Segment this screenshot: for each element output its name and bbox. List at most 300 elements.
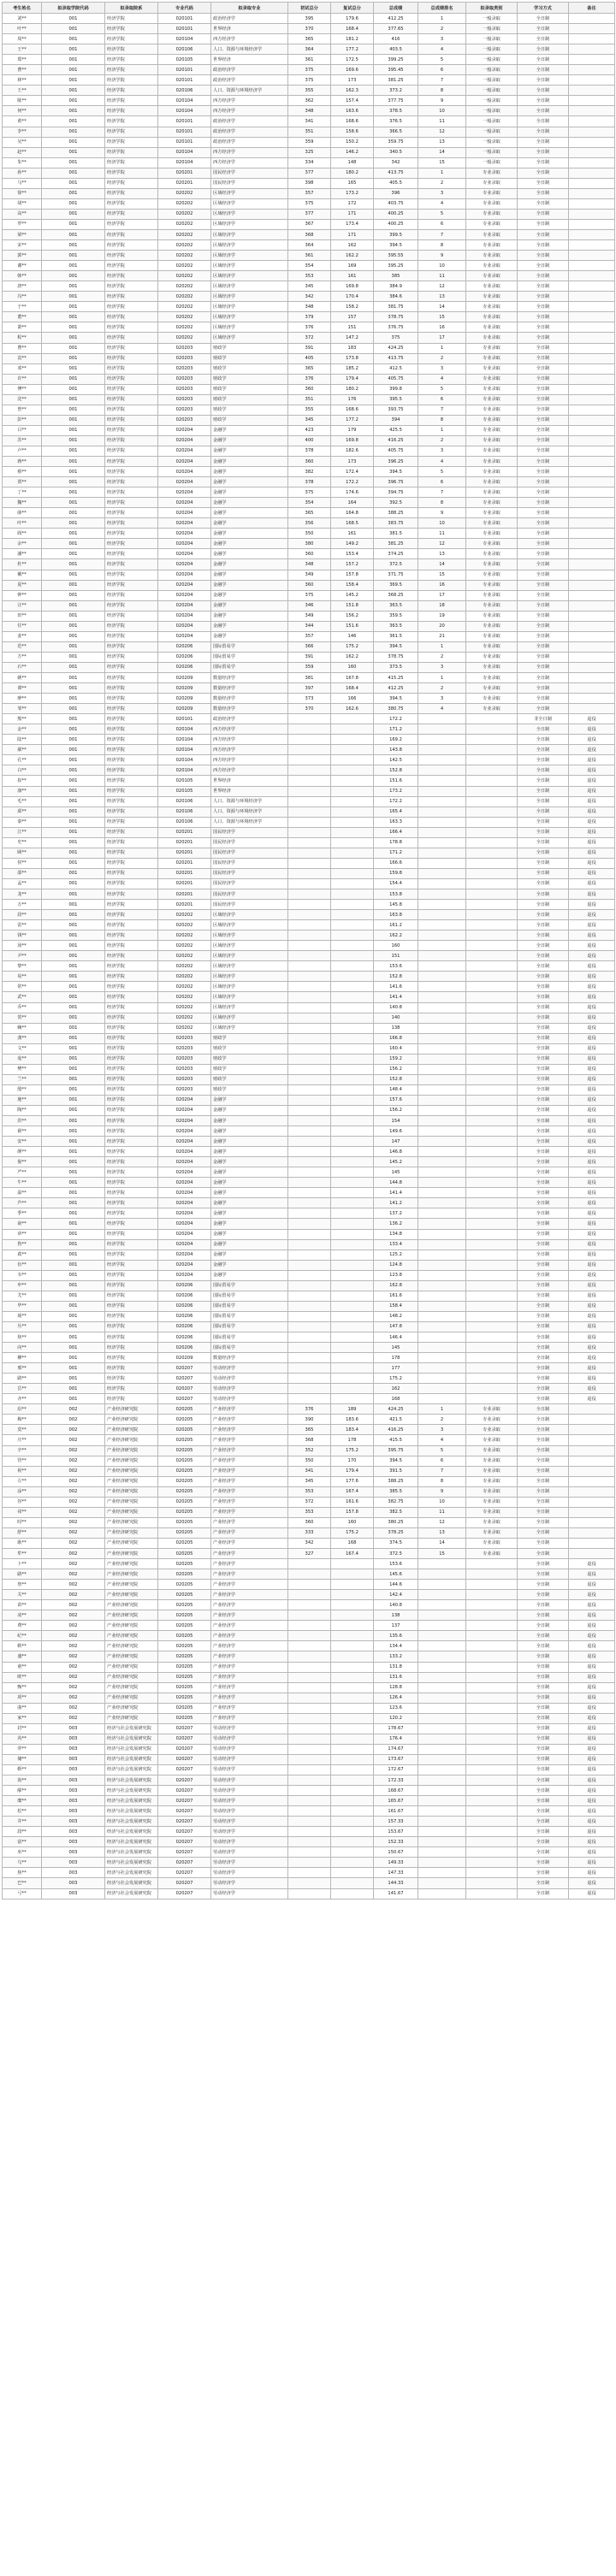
- cell-school-code: 002: [42, 1662, 105, 1672]
- cell-prelim-score: 348: [288, 559, 331, 570]
- cell-name: 董**: [3, 312, 42, 322]
- cell-major: 劳动经济学: [211, 1764, 288, 1775]
- cell-major: 劳动经济学: [211, 1806, 288, 1817]
- table-row: [3, 446, 615, 456]
- cell-prelim-score: 377: [288, 209, 331, 219]
- cell-school: 产业经济研究院: [105, 1631, 158, 1641]
- cell-admit-type: [466, 1590, 518, 1600]
- cell-study-mode: 全日制: [518, 1404, 569, 1415]
- cell-name: 耿**: [3, 1538, 42, 1548]
- cell-school-code: 001: [42, 1074, 105, 1084]
- cell-total-score: 359.75: [374, 137, 418, 147]
- cell-retest-score: [331, 1188, 374, 1198]
- cell-study-mode: 全日制: [518, 1064, 569, 1074]
- cell-admit-type: 专业录取: [466, 292, 518, 302]
- cell-school: 经济学院: [105, 1137, 158, 1147]
- table-row: [3, 549, 615, 559]
- cell-prelim-score: [288, 745, 331, 755]
- cell-name: 夏**: [3, 580, 42, 590]
- cell-total-score: 151.6: [374, 776, 418, 786]
- cell-school: 经济学院: [105, 467, 158, 477]
- cell-major: 区域经济学: [211, 992, 288, 1002]
- cell-major: 国民经济学: [211, 889, 288, 899]
- cell-major: 产业经济学: [211, 1517, 288, 1527]
- cell-prelim-score: [288, 1219, 331, 1229]
- cell-school-code: 001: [42, 714, 105, 724]
- cell-major: 劳动经济学: [211, 1858, 288, 1868]
- table-row: [3, 1229, 615, 1239]
- cell-name: 庄**: [3, 1435, 42, 1445]
- cell-total-score: 395.45: [374, 65, 418, 75]
- cell-total-score: 145.6: [374, 1569, 418, 1580]
- cell-school: 产业经济研究院: [105, 1580, 158, 1590]
- cell-retest-score: 151: [331, 322, 374, 333]
- cell-name: 傅**: [3, 384, 42, 394]
- cell-major: 金融学: [211, 1219, 288, 1229]
- cell-admit-type: 专业录取: [466, 178, 518, 188]
- cell-school-code: 001: [42, 1394, 105, 1404]
- table-row: [3, 559, 615, 570]
- cell-note: [569, 694, 615, 704]
- cell-study-mode: 全日制: [518, 116, 569, 127]
- cell-total-score: 383.75: [374, 518, 418, 529]
- cell-major: 劳动经济学: [211, 1744, 288, 1754]
- cell-total-score: 131.8: [374, 1662, 418, 1672]
- cell-admit-type: 专业录取: [466, 1517, 518, 1527]
- cell-study-mode: 全日制: [518, 1033, 569, 1043]
- cell-school: 经济学院: [105, 735, 158, 745]
- cell-total-score: 136.2: [374, 1219, 418, 1229]
- cell-prelim-score: [288, 1064, 331, 1074]
- cell-note: [569, 518, 615, 529]
- cell-school-code: 003: [42, 1786, 105, 1796]
- cell-study-mode: 全日制: [518, 570, 569, 580]
- cell-school-code: 001: [42, 1353, 105, 1363]
- cell-major-code: 020207: [158, 1796, 211, 1806]
- cell-note: 退役: [569, 1837, 615, 1847]
- cell-school: 经济学院: [105, 322, 158, 333]
- cell-admit-type: 一般录取: [466, 86, 518, 96]
- cell-major-code: 020106: [158, 44, 211, 55]
- cell-school-code: 002: [42, 1527, 105, 1538]
- cell-major-code: 020202: [158, 219, 211, 229]
- cell-school-code: 001: [42, 415, 105, 425]
- cell-school-code: 001: [42, 1239, 105, 1250]
- cell-retest-score: 177.6: [331, 1476, 374, 1486]
- cell-major-code: 020202: [158, 261, 211, 271]
- cell-prelim-score: [288, 878, 331, 889]
- cell-name: 郝**: [3, 745, 42, 755]
- cell-study-mode: 全日制: [518, 1167, 569, 1178]
- cell-school: 经济学院: [105, 694, 158, 704]
- cell-school: 产业经济研究院: [105, 1497, 158, 1507]
- cell-school: 经济学院: [105, 168, 158, 178]
- cell-retest-score: 179.4: [331, 1466, 374, 1476]
- cell-study-mode: 全日制: [518, 1827, 569, 1837]
- cell-total-score: 394.5: [374, 694, 418, 704]
- cell-total-score: 148.4: [374, 1084, 418, 1095]
- cell-total-score: 162.2: [374, 931, 418, 941]
- cell-admit-type: 专业录取: [466, 229, 518, 239]
- cell-major-code: 020202: [158, 941, 211, 951]
- cell-school: 经济学院: [105, 570, 158, 580]
- cell-school-code: 001: [42, 611, 105, 621]
- cell-school: 经济学院: [105, 1084, 158, 1095]
- cell-school: 经济学院: [105, 941, 158, 951]
- cell-major: 政治经济学: [211, 65, 288, 75]
- cell-prelim-score: [288, 1723, 331, 1734]
- column-header: 总成绩: [374, 3, 418, 14]
- table-row: [3, 1775, 615, 1786]
- table-row: [3, 1013, 615, 1023]
- cell-school: 经济学院: [105, 240, 158, 251]
- cell-major: 区域经济学: [211, 951, 288, 961]
- cell-prelim-score: 349: [288, 611, 331, 621]
- cell-major: 劳动经济学: [211, 1837, 288, 1847]
- cell-prelim-score: 395: [288, 14, 331, 24]
- cell-prelim-score: [288, 1672, 331, 1682]
- cell-name: 巴**: [3, 1878, 42, 1888]
- cell-admit-type: 专业录取: [466, 1548, 518, 1558]
- cell-retest-score: 167.4: [331, 1548, 374, 1558]
- cell-note: 退役: [569, 1580, 615, 1590]
- cell-admit-type: [466, 735, 518, 745]
- cell-note: 退役: [569, 889, 615, 899]
- cell-prelim-score: [288, 1888, 331, 1899]
- cell-school: 产业经济研究院: [105, 1672, 158, 1682]
- cell-total-score: 153.67: [374, 1827, 418, 1837]
- cell-rank: [418, 878, 466, 889]
- cell-name: 季**: [3, 1208, 42, 1219]
- cell-school-code: 001: [42, 529, 105, 539]
- cell-major: 财政学: [211, 353, 288, 363]
- cell-major: 产业经济学: [211, 1651, 288, 1662]
- cell-name: 左**: [3, 1476, 42, 1486]
- cell-name: 范**: [3, 641, 42, 652]
- cell-study-mode: 全日制: [518, 374, 569, 384]
- cell-study-mode: 全日制: [518, 271, 569, 281]
- cell-total-score: 380.25: [374, 1517, 418, 1527]
- cell-retest-score: 167.4: [331, 1486, 374, 1497]
- cell-rank: 7: [418, 229, 466, 239]
- cell-school: 经济学院: [105, 271, 158, 281]
- cell-major: 金融学: [211, 1239, 288, 1250]
- cell-retest-score: 164: [331, 498, 374, 508]
- cell-school: 经济学院: [105, 631, 158, 641]
- cell-retest-score: 161.6: [331, 1497, 374, 1507]
- cell-major: 西方经济学: [211, 765, 288, 776]
- cell-total-score: 141.67: [374, 1888, 418, 1899]
- cell-retest-score: 177.2: [331, 415, 374, 425]
- cell-major-code: 020202: [158, 931, 211, 941]
- cell-note: [569, 343, 615, 353]
- cell-school: 产业经济研究院: [105, 1486, 158, 1497]
- cell-retest-score: [331, 1744, 374, 1754]
- cell-total-score: 145: [374, 1167, 418, 1178]
- table-row: [3, 1538, 615, 1548]
- cell-prelim-score: 372: [288, 1497, 331, 1507]
- cell-major: 西方经济学: [211, 157, 288, 168]
- cell-note: [569, 261, 615, 271]
- cell-rank: [418, 1343, 466, 1353]
- table-row: [3, 1157, 615, 1167]
- cell-school: 经济学院: [105, 529, 158, 539]
- cell-school-code: 001: [42, 384, 105, 394]
- cell-admit-type: [466, 1827, 518, 1837]
- cell-major: 劳动经济学: [211, 1888, 288, 1899]
- cell-study-mode: 全日制: [518, 817, 569, 827]
- cell-name: 詹**: [3, 1580, 42, 1590]
- cell-major: 国际贸易学: [211, 1280, 288, 1291]
- cell-total-score: 416.25: [374, 1425, 418, 1435]
- cell-major: 产业经济学: [211, 1456, 288, 1466]
- cell-note: [569, 683, 615, 694]
- cell-school-code: 001: [42, 724, 105, 735]
- cell-major: 数量经济学: [211, 694, 288, 704]
- cell-major-code: 020207: [158, 1806, 211, 1817]
- cell-school-code: 001: [42, 745, 105, 755]
- table-row: [3, 1343, 615, 1353]
- cell-school: 经济与社会发展研究院: [105, 1878, 158, 1888]
- cell-total-score: 166.4: [374, 827, 418, 837]
- cell-school: 经济学院: [105, 1013, 158, 1023]
- cell-note: 退役: [569, 735, 615, 745]
- cell-prelim-score: [288, 1198, 331, 1208]
- cell-school-code: 001: [42, 900, 105, 910]
- cell-study-mode: 全日制: [518, 951, 569, 961]
- cell-total-score: 137.2: [374, 1208, 418, 1219]
- cell-note: 退役: [569, 1764, 615, 1775]
- table-row: [3, 1033, 615, 1043]
- cell-note: 退役: [569, 1013, 615, 1023]
- cell-name: 欧**: [3, 1672, 42, 1682]
- cell-total-score: 153.6: [374, 1559, 418, 1569]
- cell-name: 邓**: [3, 363, 42, 374]
- cell-prelim-score: 325: [288, 147, 331, 157]
- cell-school: 经济学院: [105, 910, 158, 920]
- cell-study-mode: 全日制: [518, 1178, 569, 1188]
- cell-admit-type: 专业录取: [466, 457, 518, 467]
- cell-school: 经济与社会发展研究院: [105, 1817, 158, 1827]
- cell-prelim-score: 360: [288, 457, 331, 467]
- cell-note: [569, 363, 615, 374]
- cell-school-code: 001: [42, 127, 105, 137]
- cell-note: [569, 271, 615, 281]
- cell-total-score: 147.8: [374, 1321, 418, 1332]
- cell-major-code: 020204: [158, 1250, 211, 1260]
- cell-school: 经济学院: [105, 281, 158, 292]
- cell-name: 秦**: [3, 817, 42, 827]
- table-row: [3, 1116, 615, 1126]
- cell-school: 经济与社会发展研究院: [105, 1806, 158, 1817]
- cell-prelim-score: 391: [288, 343, 331, 353]
- cell-name: 庞**: [3, 1054, 42, 1064]
- cell-study-mode: 全日制: [518, 353, 569, 363]
- cell-total-score: 168: [374, 1394, 418, 1404]
- cell-school: 产业经济研究院: [105, 1610, 158, 1621]
- cell-major-code: 020207: [158, 1734, 211, 1744]
- table-row: [3, 1517, 615, 1527]
- cell-prelim-score: [288, 941, 331, 951]
- cell-admit-type: [466, 1734, 518, 1744]
- table-row: [3, 65, 615, 75]
- cell-admit-type: 专业录取: [466, 662, 518, 672]
- cell-major: 国际贸易学: [211, 1311, 288, 1321]
- cell-major: 金融学: [211, 1137, 288, 1147]
- cell-name: 涂**: [3, 1486, 42, 1497]
- cell-prelim-score: [288, 1641, 331, 1651]
- cell-admit-type: [466, 796, 518, 806]
- cell-study-mode: 全日制: [518, 549, 569, 559]
- cell-prelim-score: [288, 1682, 331, 1693]
- cell-note: 退役: [569, 806, 615, 817]
- cell-major-code: 020203: [158, 374, 211, 384]
- cell-school: 经济学院: [105, 446, 158, 456]
- cell-prelim-score: 370: [288, 24, 331, 34]
- cell-retest-score: 183.4: [331, 1425, 374, 1435]
- cell-admit-type: 专业录取: [466, 477, 518, 487]
- table-row: [3, 1353, 615, 1363]
- cell-total-score: 146.4: [374, 1332, 418, 1343]
- cell-total-score: 131.6: [374, 1672, 418, 1682]
- cell-name: 丛**: [3, 1321, 42, 1332]
- cell-school-code: 001: [42, 178, 105, 188]
- cell-retest-score: 162.6: [331, 704, 374, 714]
- table-row: [3, 1569, 615, 1580]
- table-row: [3, 1332, 615, 1343]
- cell-school-code: 001: [42, 374, 105, 384]
- cell-name: 谢**: [3, 261, 42, 271]
- cell-prelim-score: [288, 1084, 331, 1095]
- cell-rank: [418, 1384, 466, 1394]
- cell-school: 经济学院: [105, 1394, 158, 1404]
- cell-major: 区域经济学: [211, 972, 288, 982]
- cell-prelim-score: 350: [288, 1456, 331, 1466]
- table-row: [3, 1167, 615, 1178]
- cell-note: [569, 1476, 615, 1486]
- cell-name: 施**: [3, 1095, 42, 1105]
- cell-total-score: 171.2: [374, 848, 418, 858]
- cell-school-code: 001: [42, 580, 105, 590]
- cell-note: [569, 75, 615, 86]
- cell-prelim-score: 378: [288, 446, 331, 456]
- cell-rank: 21: [418, 631, 466, 641]
- cell-school: 经济与社会发展研究院: [105, 1723, 158, 1734]
- cell-retest-score: [331, 1311, 374, 1321]
- cell-total-score: 151: [374, 951, 418, 961]
- cell-major: 劳动经济学: [211, 1775, 288, 1786]
- cell-name: 路**: [3, 1374, 42, 1384]
- cell-school: 产业经济研究院: [105, 1445, 158, 1456]
- cell-name: 廖**: [3, 694, 42, 704]
- cell-major-code: 020205: [158, 1662, 211, 1672]
- cell-retest-score: 151.8: [331, 600, 374, 611]
- cell-retest-score: [331, 1178, 374, 1188]
- cell-study-mode: 全日制: [518, 1610, 569, 1621]
- cell-school-code: 001: [42, 1013, 105, 1023]
- cell-retest-score: 157: [331, 312, 374, 322]
- cell-note: [569, 487, 615, 498]
- cell-major: 区域经济学: [211, 1013, 288, 1023]
- cell-study-mode: 全日制: [518, 1250, 569, 1260]
- cell-name: 孔**: [3, 755, 42, 765]
- cell-prelim-score: [288, 1280, 331, 1291]
- cell-rank: 2: [418, 24, 466, 34]
- cell-name: 洪**: [3, 1116, 42, 1126]
- cell-retest-score: 146: [331, 631, 374, 641]
- table-row: [3, 435, 615, 446]
- cell-major-code: 020104: [158, 745, 211, 755]
- table-row: [3, 745, 615, 755]
- cell-admit-type: 专业录取: [466, 1497, 518, 1507]
- cell-school-code: 001: [42, 1260, 105, 1270]
- cell-major: 人口、资源与环境经济学: [211, 86, 288, 96]
- cell-admit-type: 专业录取: [466, 539, 518, 549]
- cell-school-code: 001: [42, 157, 105, 168]
- cell-school: 经济学院: [105, 44, 158, 55]
- cell-school: 经济学院: [105, 1198, 158, 1208]
- cell-school: 产业经济研究院: [105, 1600, 158, 1610]
- cell-name: 邹**: [3, 704, 42, 714]
- cell-name: 章**: [3, 1229, 42, 1239]
- cell-retest-score: [331, 1332, 374, 1343]
- cell-name: 邴**: [3, 1786, 42, 1796]
- cell-rank: 10: [418, 106, 466, 116]
- cell-total-score: 394.5: [374, 1456, 418, 1466]
- cell-major-code: 020204: [158, 1270, 211, 1280]
- cell-admit-type: [466, 910, 518, 920]
- cell-major: 财政学: [211, 363, 288, 374]
- cell-prelim-score: 400: [288, 435, 331, 446]
- table-row: [3, 1064, 615, 1074]
- cell-name: 康**: [3, 786, 42, 796]
- cell-retest-score: [331, 1033, 374, 1043]
- cell-study-mode: 全日制: [518, 652, 569, 662]
- cell-name: 俞**: [3, 1219, 42, 1229]
- cell-study-mode: 全日制: [518, 1837, 569, 1847]
- cell-note: [569, 1435, 615, 1445]
- cell-admit-type: 专业录取: [466, 415, 518, 425]
- cell-total-score: 421.5: [374, 1415, 418, 1425]
- cell-school-code: 001: [42, 941, 105, 951]
- cell-name: 许**: [3, 374, 42, 384]
- cell-prelim-score: [288, 1806, 331, 1817]
- table-row: [3, 147, 615, 157]
- cell-prelim-score: 367: [288, 219, 331, 229]
- cell-study-mode: 全日制: [518, 683, 569, 694]
- cell-school: 经济学院: [105, 652, 158, 662]
- cell-prelim-score: [288, 1559, 331, 1569]
- cell-admit-type: 专业录取: [466, 590, 518, 600]
- cell-retest-score: [331, 1043, 374, 1054]
- cell-admit-type: [466, 1239, 518, 1250]
- table-row: [3, 1734, 615, 1744]
- cell-total-score: 415.5: [374, 1435, 418, 1445]
- cell-total-score: 134.8: [374, 1229, 418, 1239]
- cell-rank: 9: [418, 508, 466, 518]
- table-row: [3, 96, 615, 106]
- cell-total-score: 403.75: [374, 198, 418, 209]
- table-row: [3, 704, 615, 714]
- table-row: [3, 127, 615, 137]
- table-row: [3, 529, 615, 539]
- cell-retest-score: 161: [331, 529, 374, 539]
- cell-name: 管**: [3, 1456, 42, 1466]
- cell-school: 经济学院: [105, 1054, 158, 1064]
- cell-rank: [418, 1033, 466, 1043]
- cell-name: 焦**: [3, 1868, 42, 1878]
- cell-admit-type: 专业录取: [466, 498, 518, 508]
